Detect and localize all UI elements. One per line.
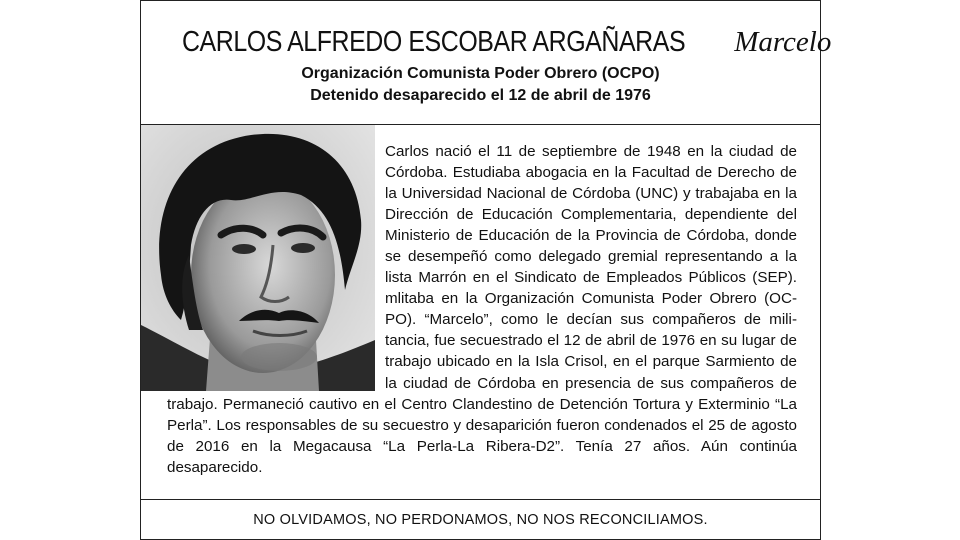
- motto-footer: NO OLVIDAMOS, NO PERDONAMOS, NO NOS RECONCILIAMOS.: [141, 499, 820, 540]
- notice-body: [141, 125, 820, 500]
- biography-paragraph: Carlos nació el 11 de septiembre de 1948 en la ciudad de Córdoba. Estudiaba abogacia en la Facultad de Derecho de la Universidad Nacional de Córdoba (UNC) y trabajaba en la Dirección de Educación Complementaria, dependiente del Ministerio de Educación de la Provincia de Córdoba, donde se desempeñó como delegado gremial representando a la lista Marrón en el Sindicato de Empleados Públicos (SEP). mlitaba en la Organización Comunista Poder Obrero (OCPO). “Marcelo”, como le decían sus compañeros de militancia, fue secuestrado el 12 de abril de 1976 en su lugar de trabajo ubicado en la Isla Crisol, en el parque Sarmiento de la ciudad de Córdoba en presencia de sus compañeros de trabajo. Permaneció cautivo en el Centro Clandestino de Detención Tortura y Exterminio “La Perla”. Los responsables de su secuestro y desaparición fueron condenados el 25 de agosto de 2016 en la Megacausa “La Perla-La Ribera-D2”. Tenía 27 años. Aún continúa desaparecido.: [167, 143, 797, 476]
- detention-line: Detenido desaparecido el 12 de abril de 1976: [310, 87, 651, 104]
- organization-line: Organización Comunista Poder Obrero (OCPO): [301, 65, 660, 82]
- photo-wrap-spacer: [167, 141, 385, 391]
- title-line: [141, 25, 832, 59]
- biography-text: [167, 141, 797, 478]
- person-alias: Marcelo: [734, 26, 832, 58]
- notice-header: [141, 1, 832, 125]
- person-name: CARLOS ALFREDO ESCOBAR ARGAÑARAS: [181, 26, 686, 58]
- memorial-notice: [140, 0, 832, 540]
